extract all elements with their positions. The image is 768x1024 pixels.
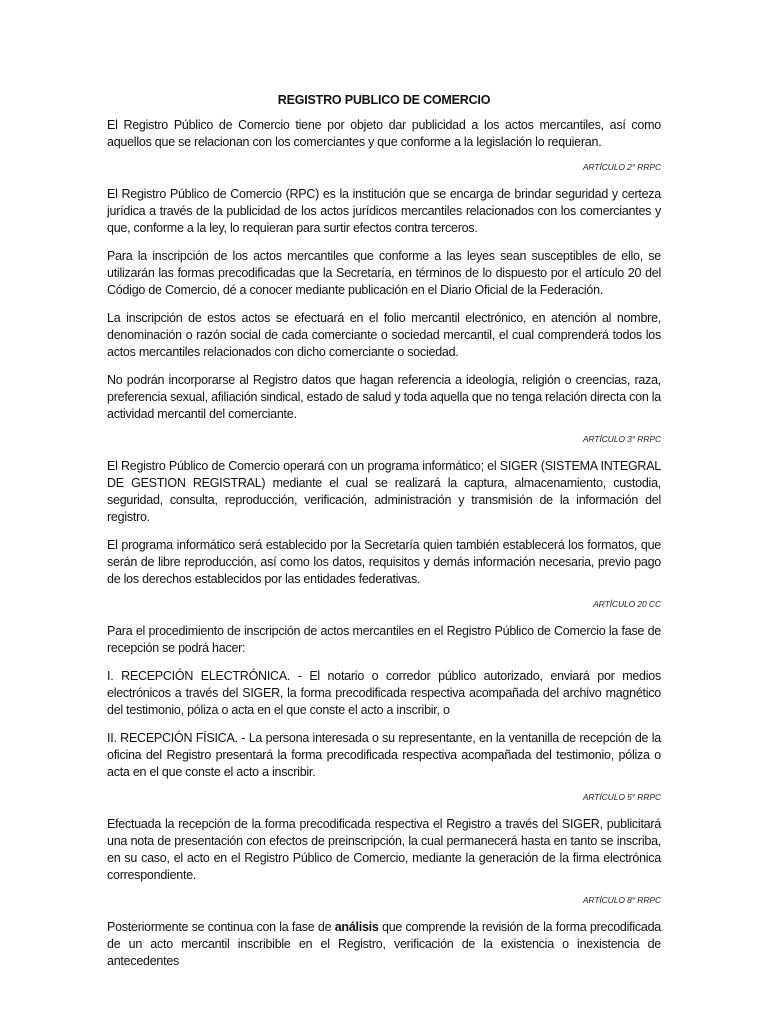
article-reference-3: ARTÍCULO 20 CC (593, 599, 661, 609)
paragraph-1: El Registro Público de Comercio tiene por objeto dar publicidad a los actos mercantiles, así como aquellos que se relacionan con los comerciantes y que conforme a la legislación lo requieran. (107, 118, 661, 149)
paragraph-9: I. RECEPCIÓN ELECTRÓNICA. - El notario o corredor público autorizado, enviará por medios electrónicos a través del SIGER, la forma precodificada respectiva acompañada del archivo magnético del testimonio, póliza o acta en el que conste el acto a inscribir, o (107, 669, 661, 717)
paragraph-11: Efectuada la recepción de la forma precodificada respectiva el Registro a través del SIGER, publicitará una nota de presentación con efectos de preinscripción, la cual permanecerá hasta en tanto se inscriba, en su caso, el acto en el Registro Público de Comercio, mediante la generación de la firma electrónica correspondiente. (107, 817, 661, 882)
article-reference-1: ARTÍCULO 2° RRPC (582, 162, 661, 172)
document-title: REGISTRO PUBLICO DE COMERCIO (277, 93, 491, 107)
paragraph-6: El Registro Público de Comercio operará con un programa informático; el SIGER (SISTEMA INTEGRAL DE GESTION REGISTRAL) mediante el cual se realizará la captura, almacenamiento, custodia, seguridad, consulta, reproducción, verificación, administración y transmisión de la información del registro. (107, 459, 661, 524)
paragraph-5: No podrán incorporarse al Registro datos que hagan referencia a ideología, religión o creencias, raza, preferencia sexual, afiliación sindical, estado de salud y toda aquella que no tenga relación directa con la actividad mercantil del comerciante. (107, 373, 661, 421)
paragraph-7: El programa informático será establecido por la Secretaría quien también establecerá los formatos, que serán de libre reproducción, así como los datos, requisitos y demás información necesaria, previo pago de los derechos establecidos por las entidades federativas. (107, 538, 661, 586)
paragraph-10: II. RECEPCIÓN FÍSICA. - La persona interesada o su representante, en la ventanilla de recepción de la oficina del Registro presentará la forma precodificada respectiva acompañada del testimonio, póliza o acta en el que conste el acto a inscribir. (107, 731, 661, 779)
article-reference-4: ARTÍCULO 5° RRPC (582, 792, 661, 802)
paragraph-12-end: que comprende la revisión de la forma precodificada de un acto mercantil inscribible en el Registro, verificación de la existencia o inexistencia de antecedentes (107, 920, 661, 968)
article-reference-2: ARTÍCULO 3° RRPC (582, 434, 661, 444)
paragraph-12-bold-term: análisis (334, 920, 379, 934)
paragraph-8: Para el procedimiento de inscripción de actos mercantiles en el Registro Público de Comercio la fase de recepción se podrá hacer: (107, 624, 661, 655)
paragraph-12-start: Posteriormente se continua con la fase de (107, 920, 335, 934)
paragraph-3: Para la inscripción de los actos mercantiles que conforme a las leyes sean susceptibles de ello, se utilizarán las formas precodificadas que la Secretaría, en términos de lo dispuesto por el artículo 20 del Código de Comercio, dé a conocer mediante publicación en el Diario Oficial de la Federación. (107, 249, 661, 297)
paragraph-4: La inscripción de estos actos se efectuará en el folio mercantil electrónico, en atención al nombre, denominación o razón social de cada comerciante o sociedad mercantil, el cual comprenderá todos los actos mercantiles relacionados con dicho comerciante o sociedad. (107, 311, 661, 359)
paragraph-2: El Registro Público de Comercio (RPC) es la institución que se encarga de brindar seguridad y certeza jurídica a través de la publicidad de los actos jurídicos mercantiles relacionados con los comerciantes y que, conforme a la ley, lo requieran para surtir efectos contra terceros. (107, 187, 661, 235)
article-reference-5: ARTÍCULO 8° RRPC (582, 895, 661, 905)
paragraph-12 (107, 919, 661, 970)
document-page (107, 93, 661, 981)
